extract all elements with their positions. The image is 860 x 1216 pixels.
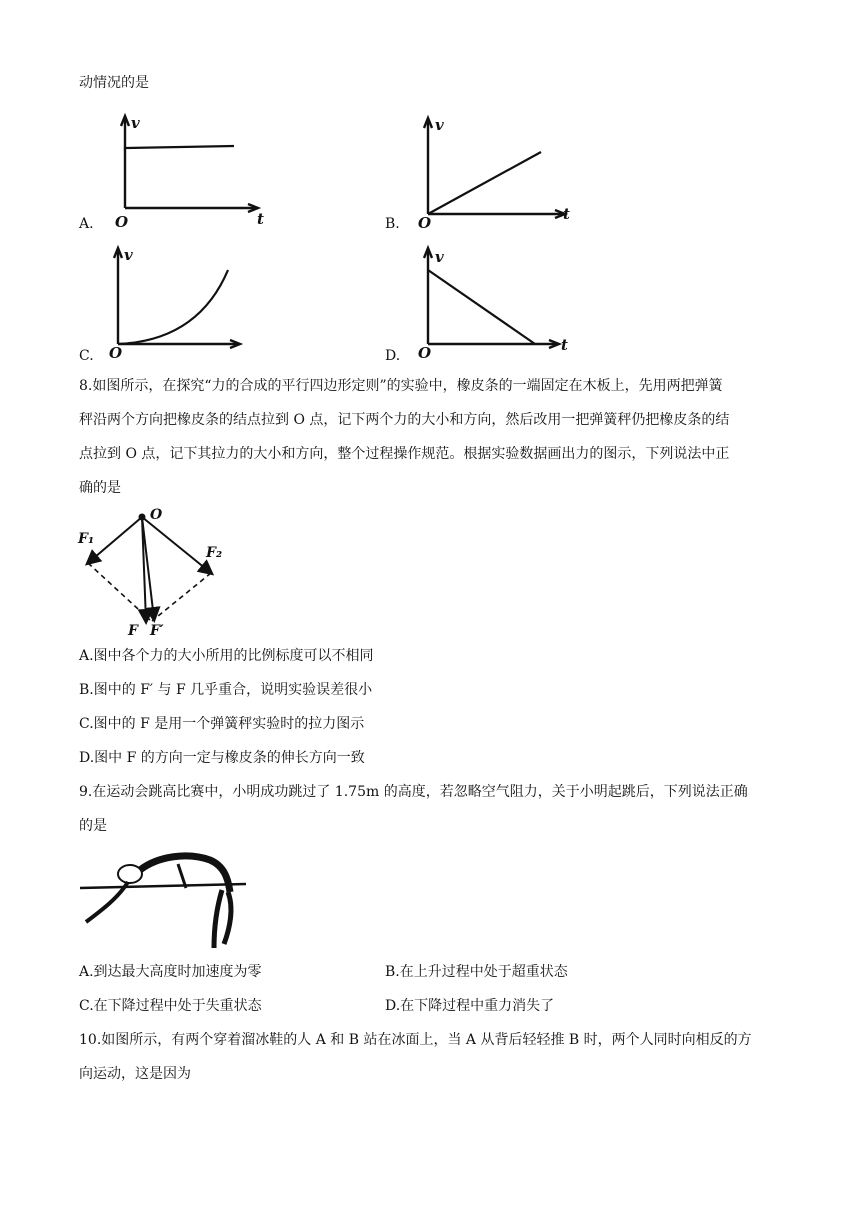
q8-label-o: O	[150, 507, 163, 523]
q8-option-c: C.图中的 F 是用一个弹簧秤实验时的拉力图示	[79, 716, 365, 732]
q7-option-d-label: D.	[385, 348, 401, 364]
q8-dashed-left	[88, 563, 150, 620]
q7-graph-c	[106, 240, 266, 360]
q8-label-f2: F₂	[206, 545, 223, 561]
q8-stem-line-3: 点拉到 O 点，记下其拉力的大小和方向，整个过程操作规范。根据实验数据画出力的图示，下列说法中正	[79, 446, 730, 462]
q9-option-b: B.在上升过程中处于超重状态	[385, 964, 568, 980]
q7-a-curve	[125, 146, 234, 150]
q7-d-origin: O	[418, 344, 432, 362]
q8-label-fp: F′	[150, 623, 164, 639]
q7-a-t-label: t	[257, 210, 264, 228]
q7-d-curve	[428, 270, 535, 344]
q7-option-c-label: C.	[79, 348, 94, 364]
q7-option-a-label: A.	[79, 216, 94, 232]
q8-label-f1: F₁	[78, 531, 95, 547]
q7-c-origin: O	[109, 344, 123, 362]
q7-c-curve	[118, 270, 228, 344]
q7-b-curve	[428, 152, 541, 214]
q7-b-origin: O	[418, 214, 432, 232]
q10-stem-line-2: 向运动，这是因为	[79, 1066, 191, 1082]
q7-b-v-label: v	[435, 116, 444, 134]
q7-a-origin: O	[115, 213, 129, 231]
q9-option-a: A.到达最大高度时加速度为零	[79, 964, 262, 980]
q8-stem-line-1: 8.如图所示，在探究“力的合成的平行四边形定则”的实验中，橡皮条的一端固定在木板上，先用两把弹簧	[79, 378, 723, 394]
q8-stem-line-4: 确的是	[79, 480, 121, 496]
q7-c-v-label: v	[124, 246, 133, 264]
q7-tail-text: 动情况的是	[79, 75, 149, 91]
q7-graph-d	[413, 240, 583, 360]
q8-stem-line-2: 秤沿两个方向把橡皮条的结点拉到 O 点，记下两个力的大小和方向，然后改用一把弹簧秤仍把橡皮条的结	[79, 412, 730, 428]
q8-dashed-right	[152, 573, 211, 621]
q7-d-v-label: v	[435, 248, 444, 266]
q9-option-d: D.在下降过程中重力消失了	[385, 998, 555, 1014]
q7-graph-b	[413, 110, 583, 230]
q9-jumper-leg-2	[214, 890, 222, 948]
q9-stem-line-2: 的是	[79, 818, 107, 834]
q7-d-t-label: t	[561, 336, 568, 354]
q8-f2-arrow	[142, 517, 211, 573]
q8-force-diagram	[78, 505, 238, 639]
q10-stem-line-1: 10.如图所示，有两个穿着溜冰鞋的人 A 和 B 站在冰面上，当 A 从背后轻轻推 B 时，两个人同时向相反的方	[79, 1032, 752, 1048]
q7-a-v-label: v	[131, 114, 140, 132]
q9-stem-line-1: 9.在运动会跳高比赛中，小明成功跳过了 1.75m 的高度，若忽略空气阻力，关于小明起跳后，下列说法正确	[79, 784, 748, 800]
q9-jumper-leg-1	[224, 892, 231, 944]
q8-label-f: F	[128, 623, 138, 639]
q9-bar	[80, 884, 246, 888]
q8-option-a: A.图中各个力的大小所用的比例标度可以不相同	[79, 648, 374, 664]
q8-f1-arrow	[88, 517, 142, 563]
q8-option-d: D.图中 F 的方向一定与橡皮条的伸长方向一致	[79, 750, 365, 766]
q7-graph-a	[110, 110, 270, 230]
q7-b-t-label: t	[563, 205, 570, 223]
q9-option-c: C.在下降过程中处于失重状态	[79, 998, 262, 1014]
q8-option-b: B.图中的 F′ 与 F 几乎重合，说明实验误差很小	[79, 682, 373, 698]
q9-high-jump-illustration	[78, 848, 248, 958]
q7-option-b-label: B.	[385, 216, 400, 232]
